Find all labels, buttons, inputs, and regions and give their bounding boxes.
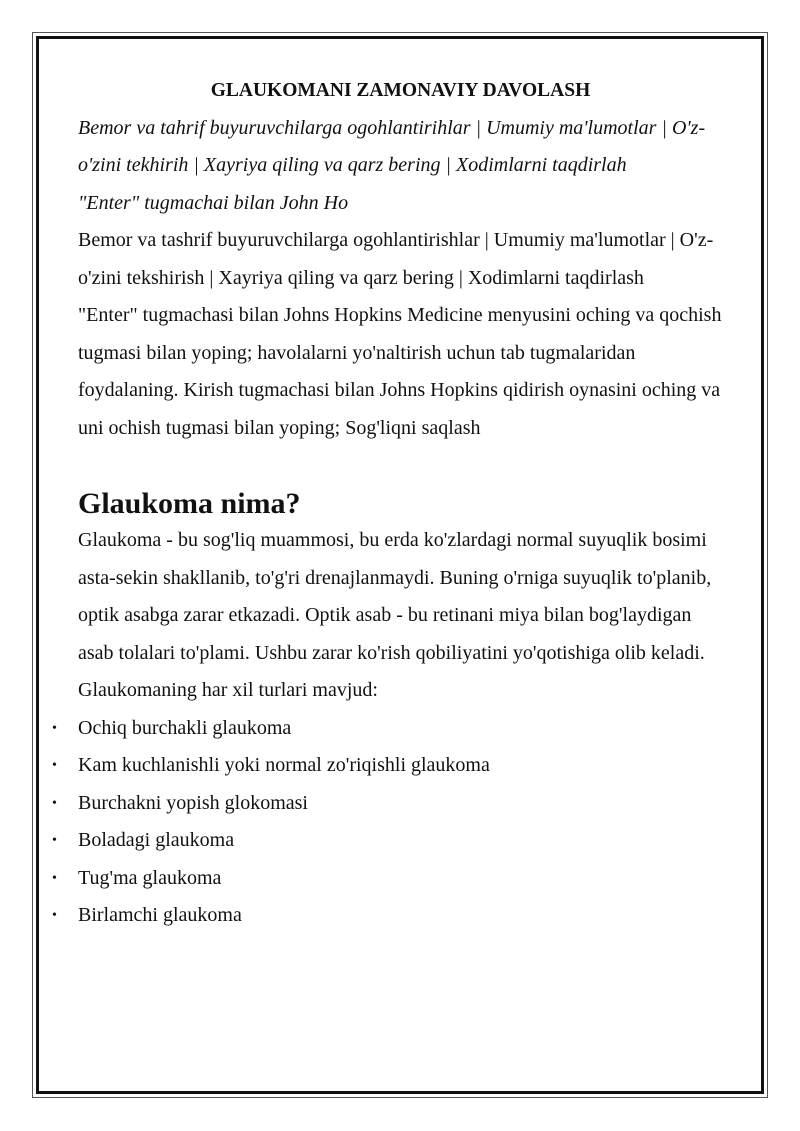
list-item [52, 860, 723, 898]
bullet-icon: • [52, 870, 57, 886]
glaucoma-types-list [52, 710, 723, 935]
bullet-icon: • [52, 795, 57, 811]
blank-line [78, 447, 723, 485]
list-item [52, 897, 723, 935]
list-item [52, 785, 723, 823]
bullet-icon: • [52, 908, 57, 923]
bullet-icon: • [52, 833, 57, 848]
list-item-text: Kam kuchlanishli yoki normal zo'riqishli glaukoma [78, 754, 490, 776]
list-item [52, 747, 723, 785]
definition-paragraph: Glaukoma - bu sog'liq muammosi, bu erda ko'zlardagi normal suyuqlik bosimi asta-sekin shakllanib, to'g'ri drenajlanmaydi. Buning o'rniga suyuqlik to'planib, optik asabga zarar etkazadi. Optik asab - bu retinani miya bilan bog'laydigan asab tolalari to'plami. Ushbu zarar ko'rish qobiliyatini yo'qotishiga olib keladi. [78, 529, 712, 664]
navigation-paragraph: Bemor va tashrif buyuruvchilarga ogohlantirishlar | Umumiy ma'lumotlar | O'z-o'zini tekshirish | Xayriya qiling va qarz bering | Xodimlarni taqdirlash [78, 229, 714, 289]
enter-instructions-paragraph: "Enter" tugmachasi bilan Johns Hopkins Medicine menyusini oching va qochish tugmasi bilan yoping; havolalarni yo'naltirish uchun tab tugmalaridan foydalaning. Kirish tugmachasi bilan Johns Hopkins qidirish oynasini oching va uni ochish tugmasi bilan yoping; Sog'liqni saqlash [78, 304, 722, 439]
italic-enter-text: "Enter" tugmachai bilan John Ho [78, 191, 349, 214]
list-item-text: Ochiq burchakli glaukoma [78, 716, 292, 739]
list-item-text: Birlamchi glaukoma [78, 904, 242, 926]
list-item [52, 822, 723, 860]
list-item-text: Tug'ma glaukoma [78, 866, 222, 889]
section-heading: Glaukoma nima? [78, 486, 301, 520]
bullet-icon: • [52, 758, 57, 773]
list-item-text: Burchakni yopish glokomasi [78, 791, 308, 814]
document-body [52, 72, 723, 935]
bullet-icon: • [52, 720, 57, 736]
types-intro: Glaukomaning har xil turlari mavjud: [78, 679, 378, 701]
italic-navigation-text: Bemor va tahrif buyuruvchilarga ogohlantirihlar | Umumiy ma'lumotlar | O'z-o'zini tekhirih | Xayriya qiling va qarz bering | Xodimlarni taqdirlah [78, 116, 706, 176]
list-item-text: Boladagi glaukoma [78, 829, 235, 851]
list-item [52, 710, 723, 748]
document-title: GLAUKOMANI ZAMONAVIY DAVOLASH [210, 80, 591, 101]
